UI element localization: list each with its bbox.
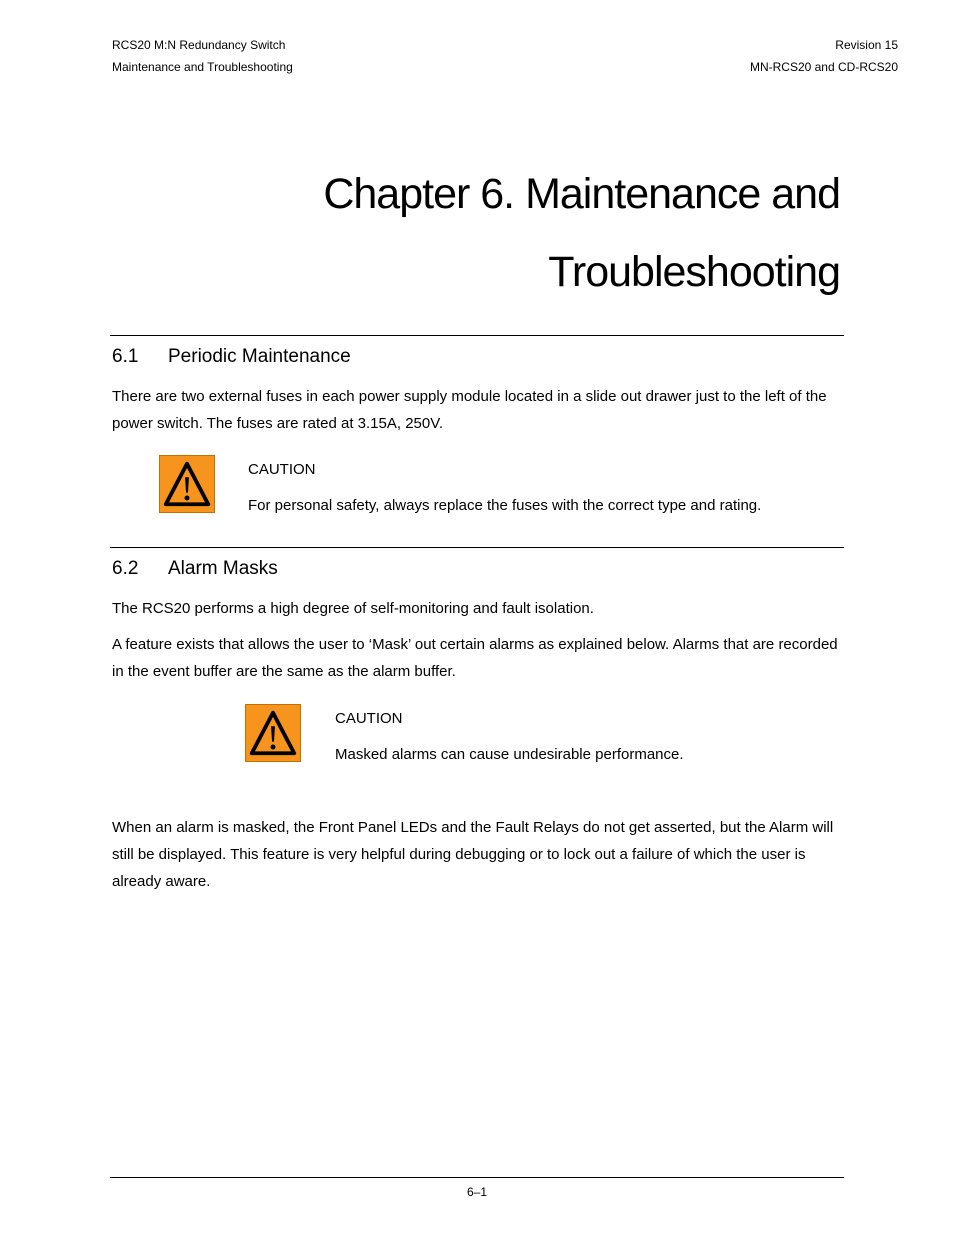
caution-text-fuses: For personal safety, always replace the fuses with the correct type and rating. <box>248 497 762 514</box>
header-left-subtitle: Maintenance and Troubleshooting <box>112 60 293 74</box>
header-document-number: MN-RCS20 and CD-RCS20 <box>749 60 898 74</box>
section-heading-alarm-masks <box>112 558 278 580</box>
warning-triangle-icon-graphic <box>160 456 214 512</box>
section-divider <box>110 335 844 336</box>
section-heading-periodic-maintenance <box>112 346 351 368</box>
paragraph-fuses: There are two external fuses in each power supply module located in a slide out drawer just to the left of the power switch. The fuses are rated at 3.15A, 250V. <box>112 388 827 432</box>
caution-text-masked-alarms: Masked alarms can cause undesirable performance. <box>335 746 684 763</box>
chapter-title-line1: Chapter 6. Maintenance and <box>323 170 840 218</box>
warning-triangle-icon-graphic <box>246 705 300 761</box>
chapter-title-line2: Troubleshooting <box>548 248 840 296</box>
header-revision: Revision 15 <box>835 38 898 52</box>
warning-triangle-icon <box>245 704 301 762</box>
footer-divider <box>110 1177 844 1178</box>
caution-title: CAUTION <box>335 710 403 727</box>
caution-title: CAUTION <box>248 461 316 478</box>
section-number: 6.1 <box>112 346 139 367</box>
header-left-title: RCS20 M:N Redundancy Switch <box>112 38 286 52</box>
warning-triangle-icon <box>159 455 215 513</box>
page-number: 6–1 <box>466 1185 488 1199</box>
section-title: Periodic Maintenance <box>168 346 351 367</box>
section-number: 6.2 <box>112 558 139 579</box>
section-title: Alarm Masks <box>168 558 278 579</box>
section-divider <box>110 547 844 548</box>
paragraph-self-monitoring: The RCS20 performs a high degree of self-monitoring and fault isolation. <box>112 600 594 617</box>
paragraph-masked-alarm-behavior: When an alarm is masked, the Front Panel LEDs and the Fault Relays do not get asserted, but the Alarm will still be displayed. This feature is very helpful during debugging or to lock out a failure of which the user is already aware. <box>112 819 834 890</box>
paragraph-mask-feature: A feature exists that allows the user to ‘Mask’ out certain alarms as explained below. Alarms that are recorded in the event buffer are the same as the alarm buffer. <box>112 636 838 680</box>
